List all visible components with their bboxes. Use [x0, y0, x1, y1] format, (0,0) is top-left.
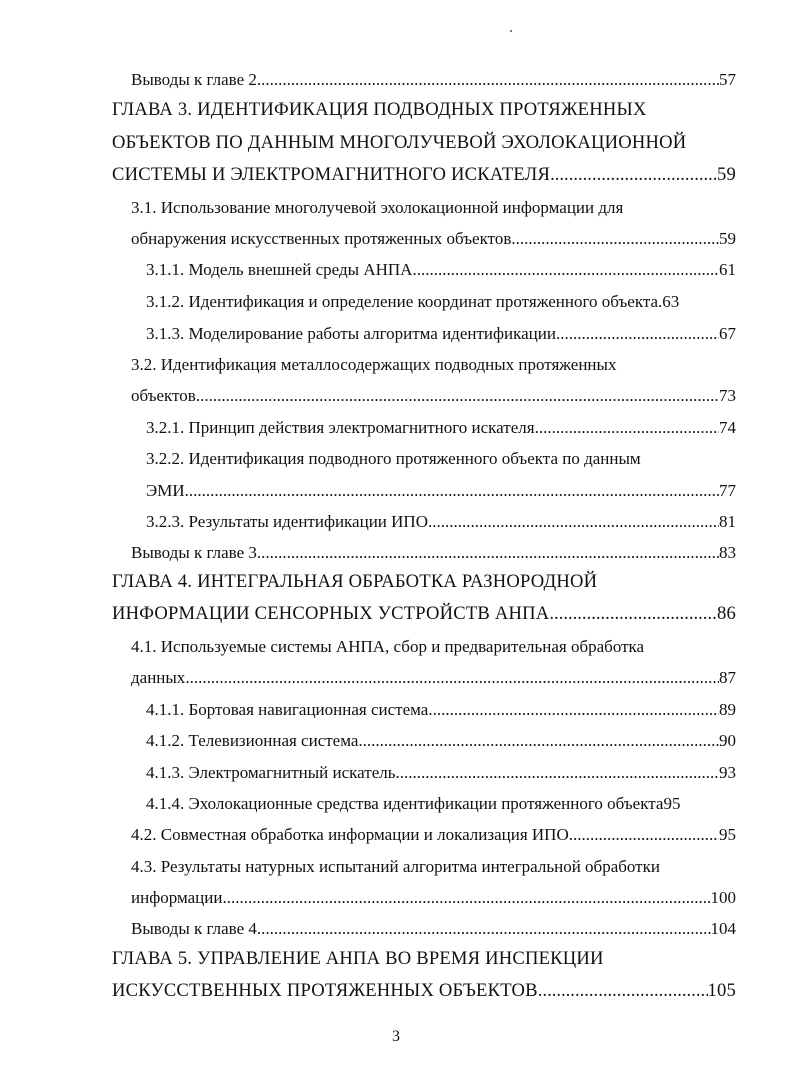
- toc-page-number: 61: [719, 260, 736, 279]
- toc-page-number: 87: [719, 668, 736, 687]
- toc-leader-dots: [257, 919, 711, 939]
- toc-page-number: 105: [707, 980, 736, 1001]
- toc-entry-section-3-1-3[interactable]: [146, 324, 736, 344]
- toc-entry-title: 3.2.1. Принцип действия электромагнитного искателя: [146, 418, 535, 437]
- toc-entry-title: СИСТЕМЫ И ЭЛЕКТРОМАГНИТНОГО ИСКАТЕЛЯ: [112, 164, 551, 185]
- toc-entry-title: Выводы к главе 3: [131, 543, 257, 562]
- toc-leader-dots: [257, 70, 719, 90]
- page-number-footer: 3: [392, 1028, 400, 1045]
- toc-entry-chapter-5[interactable]: [112, 980, 736, 1002]
- toc-entry-conclusions-ch2[interactable]: [131, 70, 736, 90]
- toc-entry-title: 3.1.2. Идентификация и определение координат протяженного объекта.: [146, 292, 663, 311]
- toc-page-number: 67: [719, 324, 736, 343]
- toc-leader-dots: [412, 260, 719, 280]
- toc-entry-title: 3.2.3. Результаты идентификации ИПО: [146, 512, 428, 531]
- toc-entry-section-4-1[interactable]: [131, 668, 736, 688]
- toc-page-number: 59: [719, 229, 736, 248]
- toc-page-number: 57: [719, 70, 736, 89]
- toc-entry-section-4-1-4[interactable]: [146, 794, 736, 814]
- toc-entry-title: информации: [131, 888, 223, 907]
- toc-entry-title: 4.2. Совместная обработка информации и локализация ИПО: [131, 825, 569, 844]
- toc-entry-chapter-4[interactable]: [112, 603, 736, 625]
- toc-page-number: 77: [719, 481, 736, 500]
- toc-entry-title: 4.1.2. Телевизионная система: [146, 731, 359, 750]
- toc-chapter-4-line1[interactable]: ГЛАВА 4. ИНТЕГРАЛЬНАЯ ОБРАБОТКА РАЗНОРОДНОЙ: [112, 571, 598, 592]
- toc-entry-title: 4.1.3. Электромагнитный искатель: [146, 763, 396, 782]
- toc-entry-conclusions-ch4[interactable]: [131, 919, 736, 939]
- toc-page-number: 73: [719, 386, 736, 405]
- toc-leader-dots: [358, 731, 719, 751]
- toc-entry-section-4-1-3[interactable]: [146, 763, 736, 783]
- toc-page-number: 93: [719, 763, 736, 782]
- toc-page-number: 90: [719, 731, 736, 750]
- toc-entry-title: ИСКУССТВЕННЫХ ПРОТЯЖЕННЫХ ОБЪЕКТОВ: [112, 980, 538, 1001]
- toc-leader-dots: [428, 512, 719, 532]
- toc-chapter-3-line1[interactable]: ГЛАВА 3. ИДЕНТИФИКАЦИЯ ПОДВОДНЫХ ПРОТЯЖЕННЫХ: [112, 99, 647, 120]
- toc-leader-dots: [511, 229, 719, 249]
- toc-leader-dots: [549, 603, 717, 625]
- toc-entry-section-3-2-3[interactable]: [146, 512, 736, 532]
- toc-entry-section-3-2[interactable]: [131, 386, 736, 406]
- toc-leader-dots: [569, 825, 719, 845]
- toc-entry-title: данных: [131, 668, 186, 687]
- toc-entry-title: обнаружения искусственных протяженных объектов: [131, 229, 512, 248]
- toc-leader-dots: [428, 700, 719, 720]
- toc-leader-dots: [538, 980, 708, 1002]
- toc-entry-section-4-1-1[interactable]: [146, 700, 736, 720]
- toc-section-3-2-line1[interactable]: 3.2. Идентификация металлосодержащих подводных протяженных: [131, 355, 617, 374]
- toc-entry-title: 3.1.1. Модель внешней среды АНПА: [146, 260, 413, 279]
- toc-entry-chapter-3[interactable]: [112, 164, 736, 186]
- toc-section-4-1-line1[interactable]: 4.1. Используемые системы АНПА, сбор и предварительная обработка: [131, 637, 645, 656]
- scan-speck: [510, 30, 512, 32]
- toc-section-3-1-line1[interactable]: 3.1. Использование многолучевой эхолокационной информации для: [131, 198, 624, 217]
- toc-entry-section-3-1[interactable]: [131, 229, 736, 249]
- toc-entry-title: 4.1.1. Бортовая навигационная система: [146, 700, 429, 719]
- toc-entry-section-3-2-2[interactable]: [146, 481, 736, 501]
- toc-entry-title: ЭМИ: [146, 481, 185, 500]
- toc-entry-title: Выводы к главе 2: [131, 70, 257, 89]
- toc-entry-section-3-2-1[interactable]: [146, 418, 736, 438]
- toc-leader-dots: [257, 543, 719, 563]
- toc-entry-title: 3.1.3. Моделирование работы алгоритма идентификации: [146, 324, 556, 343]
- toc-page-number: 104: [710, 919, 736, 938]
- toc-page-number: 86: [717, 603, 736, 624]
- toc-leader-dots: [535, 418, 719, 438]
- toc-chapter-5-line1[interactable]: ГЛАВА 5. УПРАВЛЕНИЕ АНПА ВО ВРЕМЯ ИНСПЕКЦИИ: [112, 948, 604, 969]
- toc-page-number: 74: [719, 418, 736, 437]
- toc-chapter-3-line2[interactable]: ОБЪЕКТОВ ПО ДАННЫМ МНОГОЛУЧЕВОЙ ЭХОЛОКАЦИОННОЙ: [112, 132, 687, 153]
- toc-leader-dots: [396, 763, 720, 783]
- toc-leader-dots: [185, 668, 719, 688]
- toc-leader-dots: [196, 386, 719, 406]
- toc-entry-section-4-3[interactable]: [131, 888, 736, 908]
- toc-leader-dots: [550, 164, 717, 186]
- toc-section-4-3-line1[interactable]: 4.3. Результаты натурных испытаний алгоритма интегральной обработки: [131, 857, 660, 876]
- toc-leader-dots: [185, 481, 719, 501]
- toc-page-number: 89: [719, 700, 736, 719]
- toc-entry-title: ИНФОРМАЦИИ СЕНСОРНЫХ УСТРОЙСТВ АНПА: [112, 603, 550, 624]
- toc-entry-title: объектов: [131, 386, 196, 405]
- toc-page-number: 63: [662, 292, 680, 311]
- toc-entry-section-3-1-1[interactable]: [146, 260, 736, 280]
- toc-entry-title: 4.1.4. Эхолокационные средства идентификации протяженного объекта: [146, 794, 664, 813]
- toc-page-number: 100: [710, 888, 736, 907]
- toc-page-number: 59: [717, 164, 736, 185]
- toc-entry-conclusions-ch3[interactable]: [131, 543, 736, 563]
- toc-page-number: 81: [719, 512, 736, 531]
- toc-entry-section-4-2[interactable]: [131, 825, 736, 845]
- toc-entry-section-4-1-2[interactable]: [146, 731, 736, 751]
- toc-page-number: 95: [719, 825, 736, 844]
- toc-section-3-2-2-line1[interactable]: 3.2.2. Идентификация подводного протяженного объекта по данным: [146, 449, 641, 468]
- toc-leader-dots: [222, 888, 710, 908]
- toc-leader-dots: [556, 324, 719, 344]
- toc-page-number: 95: [663, 794, 681, 813]
- toc-entry-section-3-1-2[interactable]: [146, 292, 736, 312]
- toc-page-number: 83: [719, 543, 736, 562]
- toc-entry-title: Выводы к главе 4: [131, 919, 257, 938]
